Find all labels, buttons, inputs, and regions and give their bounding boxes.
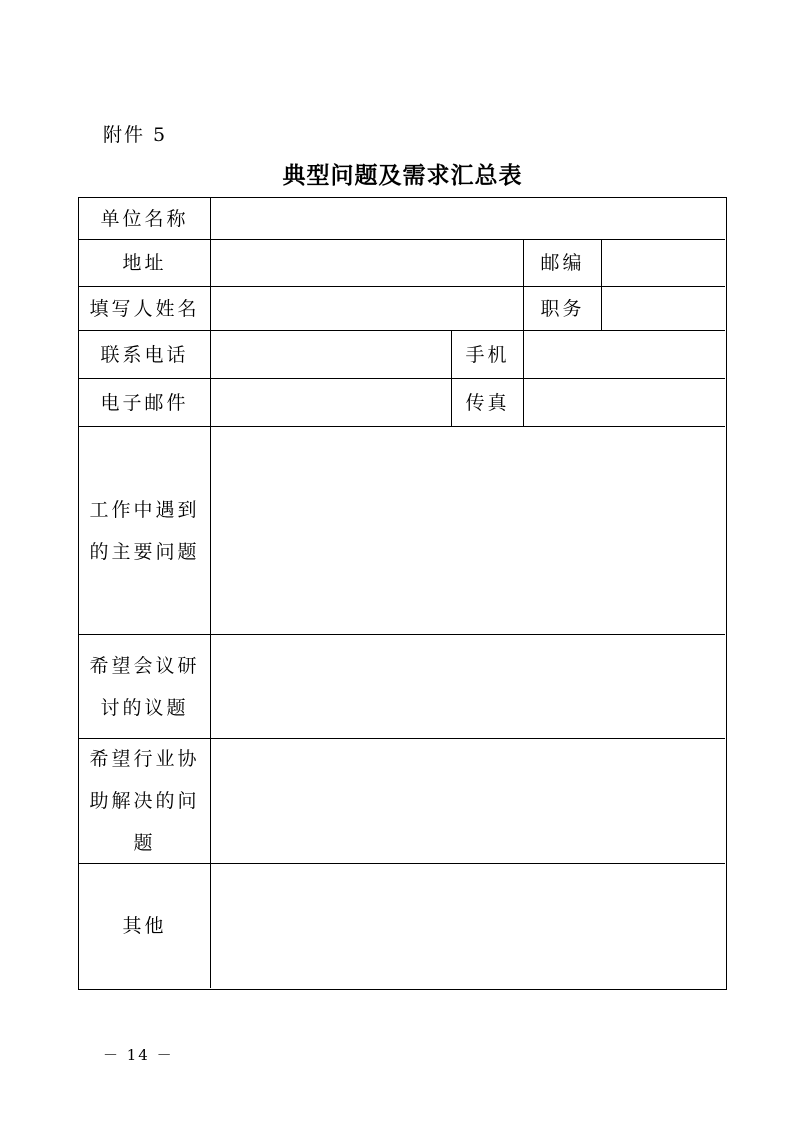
seminar-topics-label-line2: 讨的议题: [100, 696, 189, 719]
mobile-field[interactable]: [524, 331, 725, 378]
page-number: － 14 －: [103, 1046, 174, 1064]
other-field[interactable]: [211, 864, 725, 988]
industry-help-label-line1: 希望行业协: [89, 748, 200, 770]
fax-label: 传真: [465, 391, 510, 414]
summary-form-table: [78, 197, 727, 990]
document-title: 典型问题及需求汇总表: [282, 163, 523, 189]
other-label: 其他: [122, 915, 167, 937]
position-field[interactable]: [602, 287, 725, 330]
seminar-topics-field[interactable]: [211, 635, 725, 738]
address-field[interactable]: [211, 240, 523, 286]
mobile-label: 手机: [465, 343, 510, 366]
main-problems-label-line1: 工作中遇到: [89, 498, 200, 521]
seminar-topics-label: [79, 635, 210, 738]
postcode-field[interactable]: [602, 240, 725, 286]
main-problems-label-line2: 的主要问题: [89, 540, 200, 563]
address-label: 地址: [122, 252, 167, 274]
phone-field[interactable]: [211, 331, 451, 378]
fax-field[interactable]: [524, 379, 725, 426]
main-problems-field[interactable]: [211, 427, 725, 634]
main-problems-label: [79, 427, 210, 634]
seminar-topics-label-line1: 希望会议研: [89, 654, 200, 677]
industry-help-field[interactable]: [211, 739, 725, 863]
unit-name-label: 单位名称: [100, 207, 189, 230]
annex-label: 附件 5: [103, 124, 168, 146]
email-label: 电子邮件: [100, 391, 189, 414]
industry-help-label-line3: 题: [133, 832, 156, 854]
unit-name-field[interactable]: [211, 198, 725, 239]
postcode-label: 邮编: [540, 252, 585, 274]
filler-name-label: 填写人姓名: [89, 297, 200, 320]
email-field[interactable]: [211, 379, 451, 426]
position-label: 职务: [540, 297, 585, 320]
industry-help-label-line2: 助解决的问: [89, 790, 200, 812]
phone-label: 联系电话: [100, 343, 189, 366]
filler-name-field[interactable]: [211, 287, 523, 330]
industry-help-label: [79, 739, 210, 863]
